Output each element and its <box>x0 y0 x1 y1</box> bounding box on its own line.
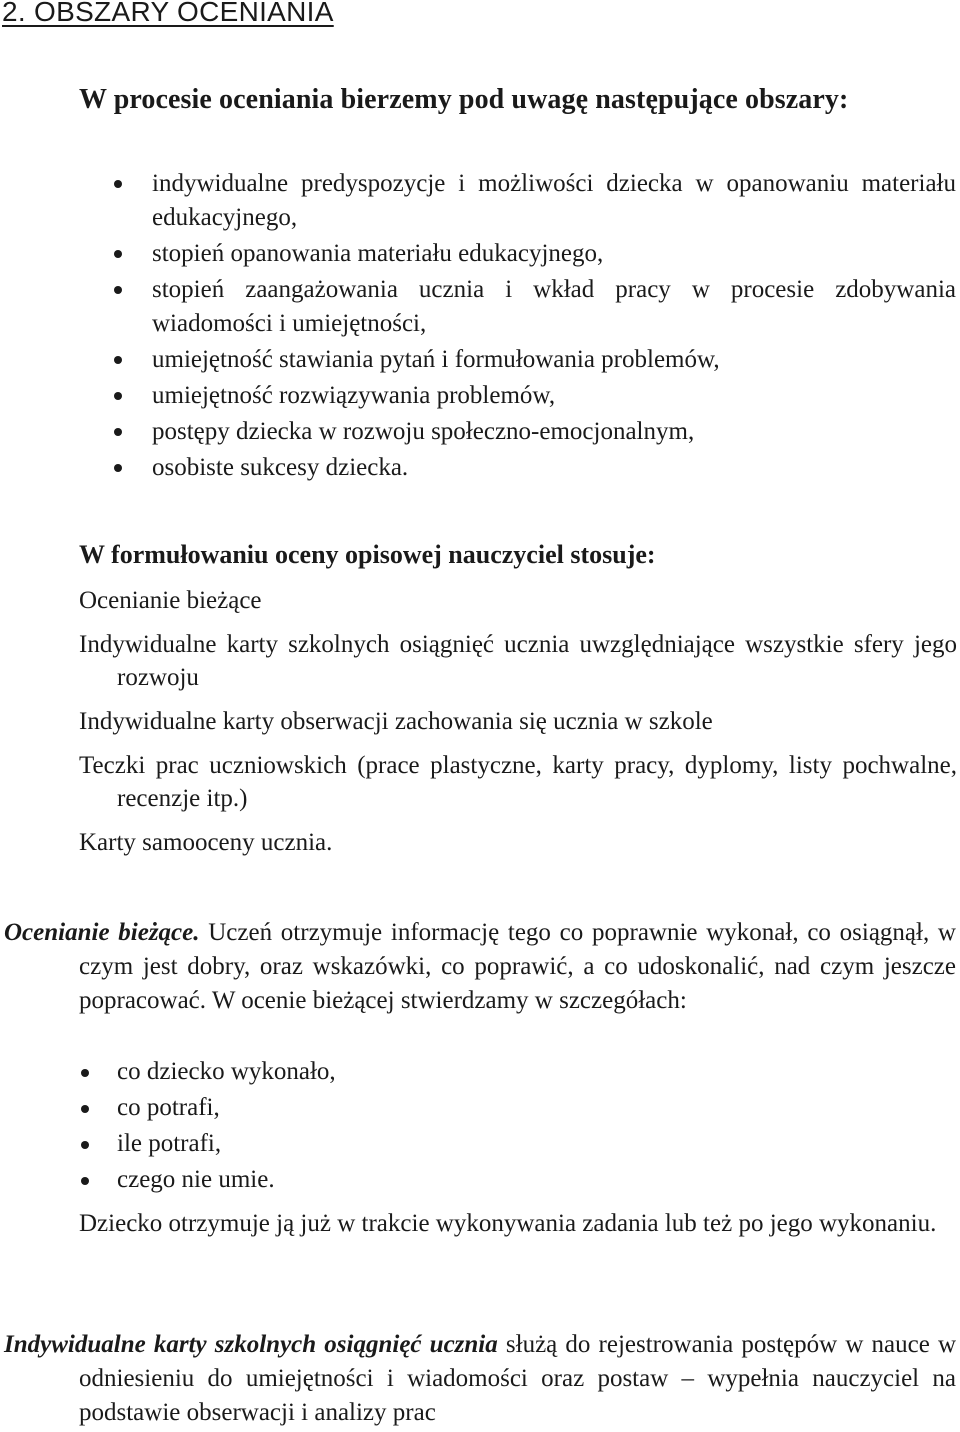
bullet-icon <box>81 1177 89 1185</box>
bullet-icon <box>114 464 122 472</box>
list-item: postępy dziecka w rozwoju społeczno-emocjonalnym, <box>114 415 956 449</box>
list-item: indywidualne predyspozycje i możliwości dziecka w opanowaniu materiału edukacyjnego, <box>114 167 956 235</box>
page-heading: 2. OBSZARY OCENIANIA <box>2 0 334 27</box>
list-item: Teczki prac uczniowskich (prace plastyczne, karty pracy, dyplomy, listy pochwalne, recenzje itp.) <box>79 752 957 812</box>
list-item: Indywidualne karty szkolnych osiągnięć ucznia uwzględniające wszystkie sfery jego rozwoju <box>79 631 957 691</box>
bullet-icon <box>114 392 122 400</box>
list-item: Ocenianie bieżące <box>79 587 262 614</box>
bullet-icon <box>81 1105 89 1113</box>
list-item: umiejętność stawiania pytań i formułowania problemów, <box>114 343 956 377</box>
tools-heading: W formułowaniu oceny opisowej nauczyciel stosuje: <box>79 540 656 569</box>
list-item: stopień opanowania materiału edukacyjnego, <box>114 237 956 271</box>
individual-cards-text: służą do rejestrowania postępów w nauce w odniesieniu do umiejętności i wiadomości oraz postaw – wypełnia nauczyciel na podstawie obserwacji i analizy prac <box>79 1331 956 1426</box>
list-item: umiejętność rozwiązywania problemów, <box>114 379 956 413</box>
list-item: stopień zaangażowania ucznia i wkład pracy w procesie zdobywania wiadomości i umiejętności, <box>114 273 956 341</box>
list-item: Indywidualne karty obserwacji zachowania się ucznia w szkole <box>79 708 713 735</box>
bullet-icon <box>114 250 122 258</box>
list-item: co dziecko wykonało, <box>79 1055 479 1089</box>
current-assessment-paragraph <box>4 916 956 1018</box>
list-item: czego nie umie. <box>79 1163 479 1197</box>
individual-cards-title: Indywidualne karty szkolnych osiągnięć ucznia <box>4 1331 498 1358</box>
tools-list <box>79 584 957 870</box>
bullet-icon <box>81 1141 89 1149</box>
areas-list <box>114 167 956 487</box>
bullet-icon <box>81 1069 89 1077</box>
list-item: co potrafi, <box>79 1091 479 1125</box>
details-list <box>79 1055 479 1199</box>
list-item: Karty samooceny ucznia. <box>79 829 333 856</box>
current-assessment-title: Ocenianie bieżące. <box>4 919 200 946</box>
bullet-icon <box>114 428 122 436</box>
intro-heading: W procesie oceniania bierzemy pod uwagę następujące obszary: <box>79 84 849 115</box>
list-item: ile potrafi, <box>79 1127 479 1161</box>
closing-paragraph: Dziecko otrzymuje ją już w trakcie wykonywania zadania lub też po jego wykonaniu. <box>79 1210 937 1237</box>
bullet-icon <box>114 286 122 294</box>
current-assessment-text: Uczeń otrzymuje informację tego co poprawnie wykonał, co osiągnął, w czym jest dobry, oraz wskazówki, co poprawić, a co udoskonalić, nad czym jeszcze popracować. W ocenie bieżącej stwierdzamy w szczegółach: <box>79 919 956 1014</box>
individual-cards-paragraph <box>4 1328 956 1430</box>
bullet-icon <box>114 356 122 364</box>
list-item: osobiste sukcesy dziecka. <box>114 451 956 485</box>
bullet-icon <box>114 180 122 188</box>
